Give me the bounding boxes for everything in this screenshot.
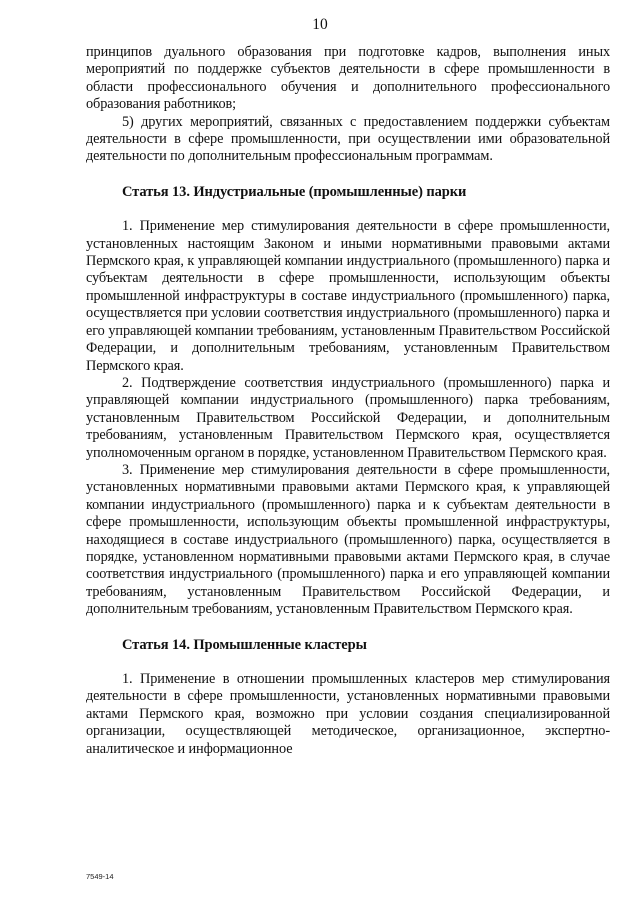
page-number: 10: [312, 16, 328, 33]
article-13-paragraph-2: 2. Подтверждение соответствия индустриального (промышленного) парка и управляющей компании индустриального (промышленного) парка требованиям, установленным Правительством Российской Федерации, и дополнительным требованиям, установленным Правительством Пермского края, осуществляется уполномоченным органом в порядке, установленном Правительством Пермского края.: [86, 374, 610, 461]
document-body: [86, 44, 610, 758]
spacer: [86, 619, 610, 637]
spacer: [86, 166, 610, 184]
article-13-paragraph-3: 3. Применение мер стимулирования деятельности в сфере промышленности, установленных нормативными правовыми актами Пермского края, к управляющей компании индустриального (промышленного) парка и к субъектам деятельности в сфере промышленности, использующим объекты промышленной инфраструктуры, находящиеся в составе индустриального (промышленного) парка, осуществляется в порядке, установленном нормативными правовыми актами Пермского края, в случае соответствия индустриального (промышленного) парка и его управляющей компании требованиям, установленным Правительством Российской Федерации, и дополнительным требованиям, установленным Правительством Пермского края.: [86, 461, 610, 618]
paragraph-item-5: 5) других мероприятий, связанных с предоставлением поддержки субъектам деятельности в сфере промышленности, при осуществлении ими образовательной деятельности по дополнительным профессиональным программам.: [86, 113, 610, 165]
paragraph-intro-continuation: принципов дуального образования при подготовке кадров, выполнения иных мероприятий по поддержке субъектов деятельности в сфере промышленности в области профессионального обучения и дополнительного профессионального образования работников;: [86, 44, 610, 113]
article-13-heading: Статья 13. Индустриальные (промышленные) парки: [122, 183, 467, 200]
spacer: [86, 201, 610, 218]
article-14-heading: Статья 14. Промышленные кластеры: [122, 636, 367, 653]
spacer: [86, 654, 610, 671]
article-13-paragraph-1: 1. Применение мер стимулирования деятельности в сфере промышленности, установленных настоящим Законом и иными нормативными правовыми актами Пермского края, к управляющей компании индустриального (промышленного) парка и субъектам деятельности в сфере промышленности, использующим объекты промышленной инфраструктуры в составе индустриального (промышленного) парка, осуществляется при условии соответствия индустриального (промышленного) парка и его управляющей компании требованиям, установленным Правительством Российской Федерации, и дополнительным требованиям, установленным Правительством Пермского края.: [86, 218, 610, 374]
article-14-paragraph-1: 1. Применение в отношении промышленных кластеров мер стимулирования деятельности в сфере промышленности, установленных нормативными правовыми актами Пермского края, возможно при условии создания специализированной организации, осуществляющей методическое, организационное, экспертно-аналитическое и информационное: [86, 671, 610, 757]
document-code: 7549-14: [86, 872, 114, 881]
